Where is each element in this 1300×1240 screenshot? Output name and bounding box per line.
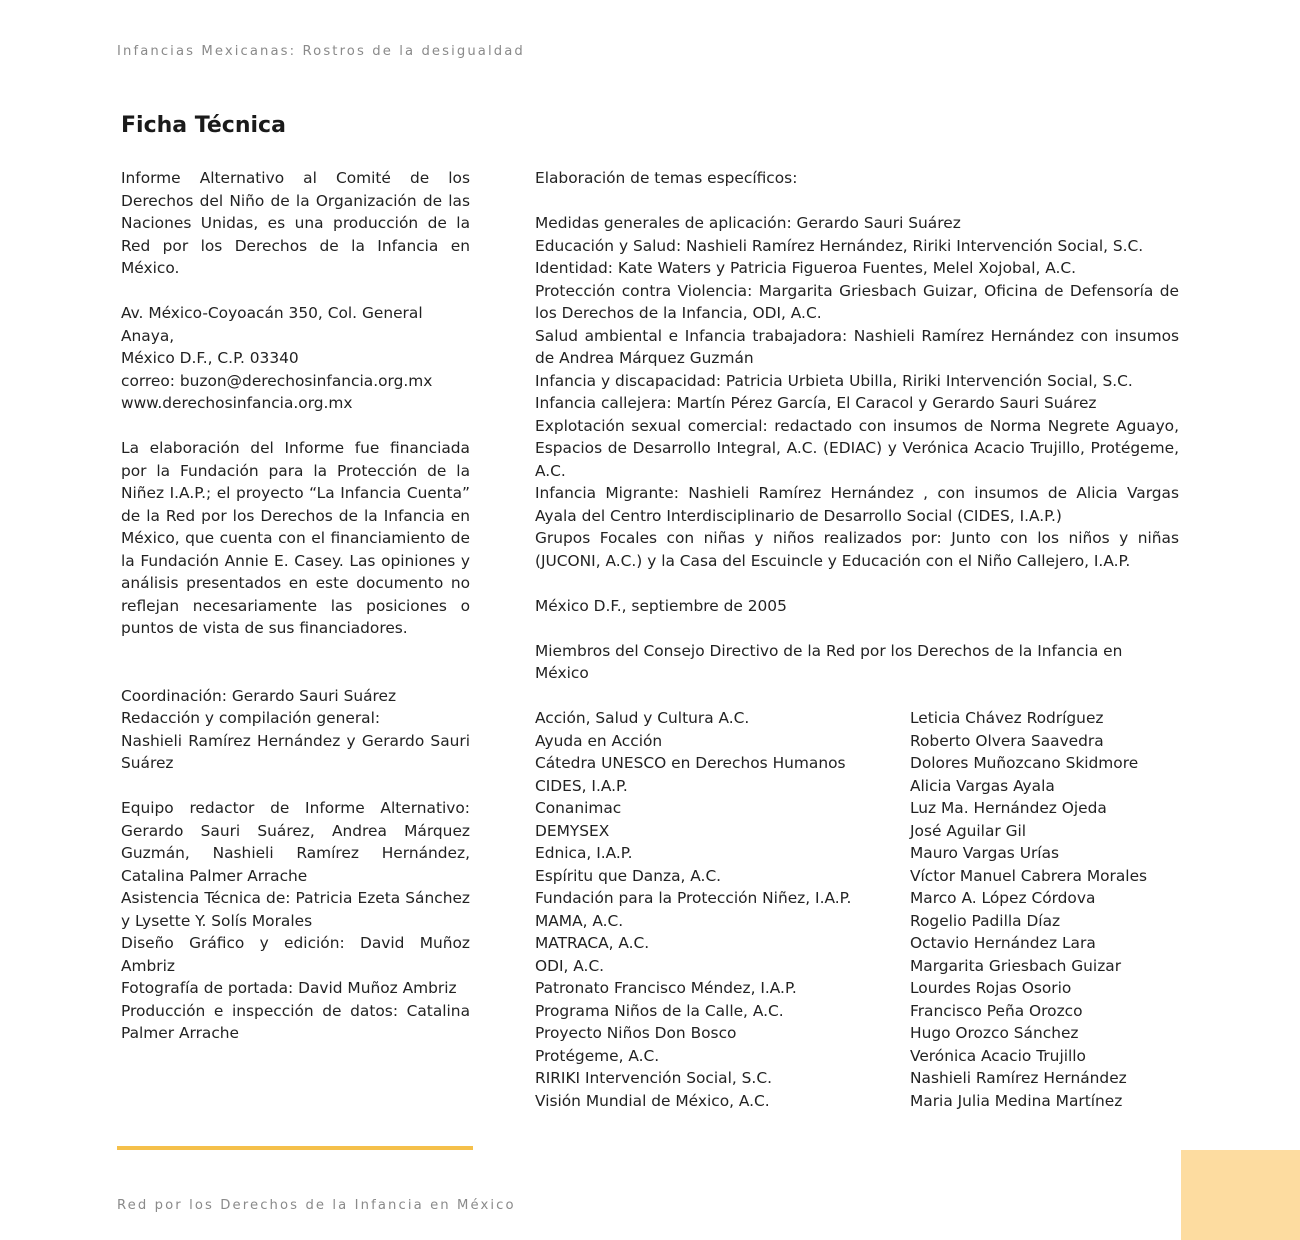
footer-accent-line <box>117 1146 473 1150</box>
member-organization: MAMA, A.C. <box>535 911 624 930</box>
redaction-names: Nashieli Ramírez Hernández y Gerardo Sauri Suárez <box>121 731 470 772</box>
member-person: José Aguilar Gil <box>910 821 1027 840</box>
member-organization: MATRACA, A.C. <box>535 934 650 952</box>
member-person: Nashieli Ramírez Hernández <box>910 1069 1127 1087</box>
topic-item: Medidas generales de aplicación: Gerardo Sauri Suárez <box>535 214 961 232</box>
member-person: Alicia Vargas Ayala <box>910 776 1055 795</box>
topic-item: Protección contra Violencia: Margarita Griesbach Guizar, Oficina de Defensoría de los Derechos de la Infancia, ODI, A.C. <box>535 281 1179 322</box>
website-line: www.derechosinfancia.org.mx <box>121 394 353 412</box>
member-organization: Cátedra UNESCO en Derechos Humanos <box>535 754 846 772</box>
coordination-line: Coordinación: Gerardo Sauri Suárez <box>121 686 397 705</box>
member-person: Lourdes Rojas Osorio <box>910 979 1072 997</box>
member-organization: Ednica, I.A.P. <box>535 844 633 862</box>
member-organization: CIDES, I.A.P. <box>535 776 628 795</box>
email-line: correo: buzon@derechosinfancia.org.mx <box>121 371 433 390</box>
member-person: Francisco Peña Orozco <box>910 1001 1083 1020</box>
design-credit: Diseño Gráfico y edición: David Muñoz Ambriz <box>121 934 470 975</box>
member-people-list <box>910 707 1147 1112</box>
topic-item: Identidad: Kate Waters y Patricia Figueroa Fuentes, Melel Xojobal, A.C. <box>535 259 1077 277</box>
member-organization: Espíritu que Danza, A.C. <box>535 866 722 885</box>
topic-item: Explotación sexual comercial: redactado con insumos de Norma Negrete Aguayo, Espacios de Desarrollo Integral, A.C. (EDIAC) y Verónica Acacio Trujillo, Protégeme, A.C. <box>535 416 1179 480</box>
left-column <box>121 167 470 1045</box>
member-organization: Ayuda en Acción <box>535 731 663 750</box>
member-organization: Proyecto Niños Don Bosco <box>535 1024 737 1042</box>
member-organization: Protégeme, A.C. <box>535 1046 660 1065</box>
address-line-1: Av. México-Coyoacán 350, Col. General Anaya, <box>121 304 423 345</box>
member-person: Maria Julia Medina Martínez <box>910 1091 1123 1110</box>
right-column <box>535 167 1179 1112</box>
topic-item: Infancia Migrante: Nashieli Ramírez Hernández , con insumos de Alicia Vargas Ayala del Centro Interdisciplinario de Desarrollo Social (CIDES, I.A.P.) <box>535 484 1179 525</box>
topics-heading: Elaboración de temas específicos: <box>535 169 798 187</box>
funding-paragraph: La elaboración del Informe fue financiada por la Fundación para la Protección de la Niñez I.A.P.; el proyecto “La Infancia Cuenta” de la Red por los Derechos de la Infancia en México, que cuenta con el financiamiento de la Fundación Annie E. Casey. Las opiniones y análisis presentados en este documento no reflejan necesariamente las posiciones o puntos de vista de sus financiadores. <box>121 439 470 637</box>
member-person: Luz Ma. Hernández Ojeda <box>910 799 1107 817</box>
member-organization: Visión Mundial de México, A.C. <box>535 1091 770 1110</box>
member-person: Roberto Olvera Saavedra <box>910 731 1104 750</box>
member-person: Víctor Manuel Cabrera Morales <box>910 866 1148 885</box>
topic-item: Salud ambiental e Infancia trabajadora: Nashieli Ramírez Hernández con insumos de Andrea Márquez Guzmán <box>535 326 1179 367</box>
member-organizations-list <box>535 707 851 1112</box>
data-production-credit: Producción e inspección de datos: Catalina Palmer Arrache <box>121 1001 470 1042</box>
corner-tab <box>1181 1150 1300 1240</box>
member-organization: ODI, A.C. <box>535 956 605 975</box>
address-line-2: México D.F., C.P. 03340 <box>121 349 299 367</box>
member-organization: Conanimac <box>535 799 622 817</box>
member-organization: RIRIKI Intervención Social, S.C. <box>535 1069 772 1087</box>
topic-item: Infancia callejera: Martín Pérez García, El Caracol y Gerardo Sauri Suárez <box>535 394 1097 412</box>
technical-assistance: Asistencia Técnica de: Patricia Ezeta Sánchez y Lysette Y. Solís Morales <box>121 889 470 930</box>
topic-item: Grupos Focales con niñas y niños realizados por: Junto con los niños y niñas (JUCONI, A.C.) y la Casa del Escuincle y Educación con el Niño Callejero, I.A.P. <box>535 529 1179 570</box>
running-footer: Red por los Derechos de la Infancia en México <box>117 1198 516 1213</box>
member-organization: DEMYSEX <box>535 821 610 840</box>
topic-item: Educación y Salud: Nashieli Ramírez Hernández, Ririki Intervención Social, S.C. <box>535 236 1144 255</box>
page-title: Ficha Técnica <box>121 113 286 138</box>
board-members <box>535 707 1179 1112</box>
member-organization: Fundación para la Protección Niñez, I.A.P. <box>535 889 852 907</box>
member-person: Mauro Vargas Urías <box>910 844 1060 862</box>
running-header: Infancias Mexicanas: Rostros de la desigualdad <box>117 44 525 59</box>
redaction-label: Redacción y compilación general: <box>121 709 381 727</box>
member-person: Verónica Acacio Trujillo <box>910 1046 1086 1065</box>
member-person: Octavio Hernández Lara <box>910 934 1096 952</box>
member-organization: Programa Niños de la Calle, A.C. <box>535 1001 784 1020</box>
member-organization: Patronato Francisco Méndez, I.A.P. <box>535 979 797 997</box>
board-heading: Miembros del Consejo Directivo de la Red por los Derechos de la Infancia en México <box>535 641 1123 682</box>
member-organization: Acción, Salud y Cultura A.C. <box>535 709 750 727</box>
member-person: Hugo Orozco Sánchez <box>910 1024 1079 1042</box>
place-date: México D.F., septiembre de 2005 <box>535 596 787 615</box>
topics-list <box>535 212 1179 572</box>
cover-photo-credit: Fotografía de portada: David Muñoz Ambriz <box>121 979 457 997</box>
member-person: Dolores Muñozcano Skidmore <box>910 754 1139 772</box>
member-person: Rogelio Padilla Díaz <box>910 911 1061 930</box>
intro-paragraph: Informe Alternativo al Comité de los Derechos del Niño de la Organización de las Naciones Unidas, es una producción de la Red por los Derechos de la Infancia en México. <box>121 169 470 277</box>
topic-item: Infancia y discapacidad: Patricia Urbieta Ubilla, Ririki Intervención Social, S.C. <box>535 371 1133 390</box>
member-person: Margarita Griesbach Guizar <box>910 956 1122 975</box>
member-person: Marco A. López Córdova <box>910 889 1096 907</box>
team-paragraph: Equipo redactor de Informe Alternativo: Gerardo Sauri Suárez, Andrea Márquez Guzmán, Nashieli Ramírez Hernández, Catalina Palmer Arrache <box>121 799 470 885</box>
member-person: Leticia Chávez Rodríguez <box>910 709 1104 727</box>
